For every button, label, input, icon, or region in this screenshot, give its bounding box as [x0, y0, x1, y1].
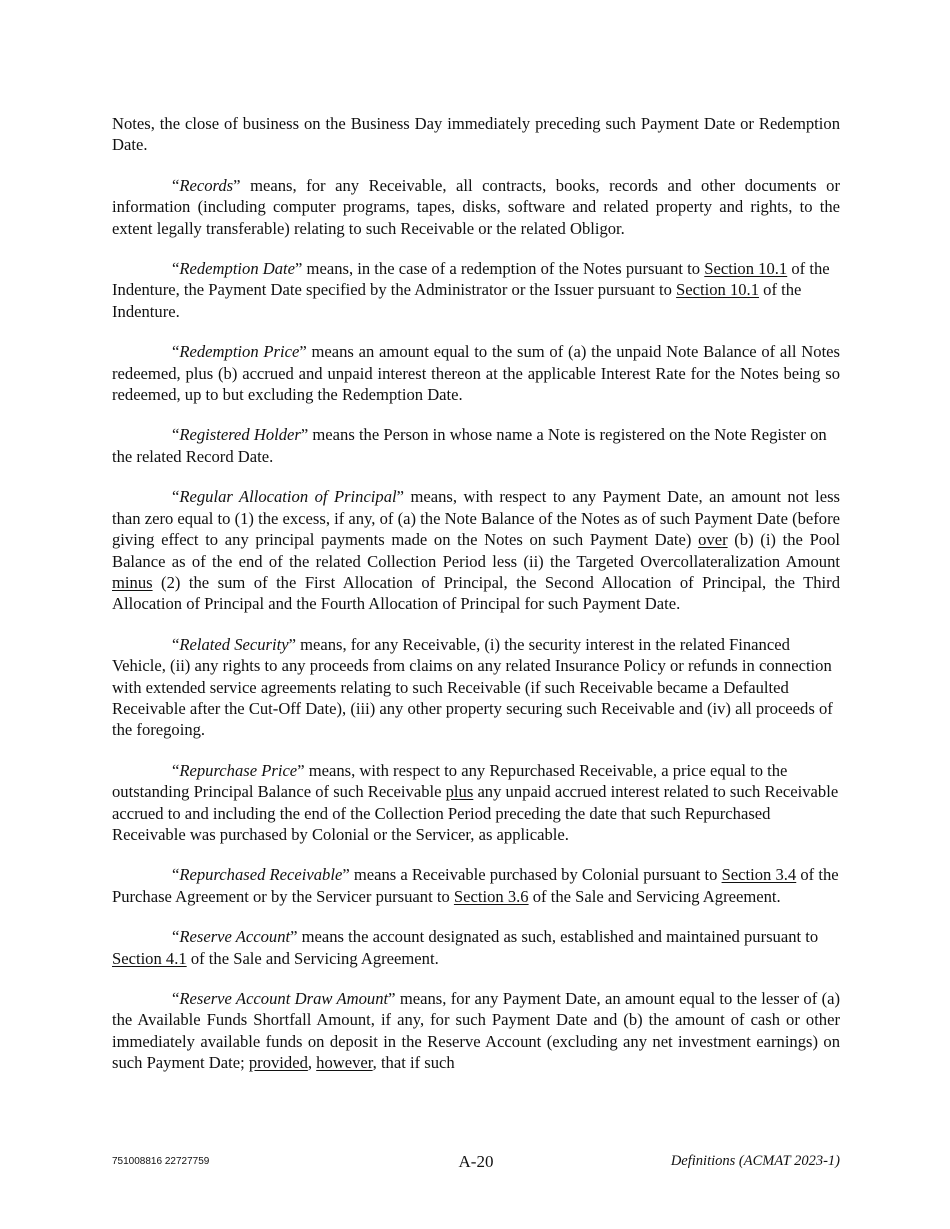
- definition-text: ” means, with respect to any Repurchased Receivable, a price equal to the outstanding Principal Balance of such Receivable: [112, 760, 788, 802]
- definition-text: of the Indenture, the Payment Date specified by the Administrator or the Issuer pursuant to: [112, 259, 830, 300]
- definition-text: of the Sale and Servicing Agreement.: [186, 948, 439, 968]
- defined-term: Reserve Account Draw Amount: [179, 989, 389, 1008]
- definition-repurchase-price: “Repurchase Price” means, with respect to any Repurchased Receivable, a price equal to the outstanding Principal Balance of such Receivable plus any unpaid accrued interest related to such Receivable accrued to and including the end of the Collection Period preceding the date that such Repurchased Receivable was purchased by Colonial or the Servicer, as applicable.: [112, 760, 839, 844]
- defined-term: Records: [179, 175, 234, 195]
- document-id: 751008816 22727759: [112, 1156, 210, 1167]
- footer-title: Definitions (ACMAT 2023-1): [670, 1153, 840, 1169]
- definition-text: ” means a Receivable purchased by Colonial pursuant to: [342, 865, 722, 885]
- definition-text: (2) the sum of the First Allocation of Principal, the Second Allocation of Principal, the Third Allocation of Principal and the Fourth Allocation of Principal for such Payment Date.: [112, 572, 840, 614]
- underlined-word: plus: [445, 782, 474, 802]
- definition-text: ” means the Person in whose name a Note is registered on the Note Register on the related Record Date.: [112, 425, 827, 466]
- definition-text: of the Indenture.: [112, 280, 802, 321]
- defined-term: Redemption Date: [179, 259, 296, 279]
- definition-registered-holder: “Registered Holder” means the Person in whose name a Note is registered on the Note Register on the related Record Date.: [112, 425, 827, 466]
- definition-text: any unpaid accrued interest related to such Receivable accrued to and including the end of the Collection Period preceding the date that such Repurchased Receivable was purchased by Colonial or the Servicer, as applicable.: [112, 782, 839, 844]
- definition-text: ” means the account designated as such, established and maintained pursuant to: [290, 927, 819, 947]
- definition-text: ” means, for any Payment Date, an amount equal to the lesser of (a) the Available Funds Shortfall Amount, if any, for such Payment Date and (b) the amount of cash or other immediately available funds on deposit in the Reserve Account (excluding any net investment earnings) on such Payment Date;: [112, 989, 840, 1073]
- section-reference: Section 4.1: [112, 948, 187, 968]
- document-body: [112, 113, 840, 1093]
- definition-text: , that if such: [372, 1053, 455, 1073]
- separator: ,: [307, 1053, 317, 1073]
- defined-term: Reserve Account: [179, 927, 291, 947]
- underlined-word: provided: [248, 1053, 308, 1073]
- underlined-word: however: [316, 1053, 373, 1073]
- section-reference: Section 10.1: [704, 259, 788, 279]
- definition-records: “Records” means, for any Receivable, all contracts, books, records and other documents or information (including computer programs, tapes, disks, software and related property and rights, to the extent legally transferable) relating to such Receivable or the related Obligor.: [112, 175, 840, 238]
- definition-redemption-date: “Redemption Date” means, in the case of a redemption of the Notes pursuant to Section 10.1 of the Indenture, the Payment Date specified by the Administrator or the Issuer pursuant to Section 10.1 of the Indenture.: [112, 259, 830, 321]
- definition-text: ” means, in the case of a redemption of the Notes pursuant to: [295, 259, 705, 279]
- definition-regular-allocation-of-principal: “Regular Allocation of Principal” means, with respect to any Payment Date, an amount not less than zero equal to (1) the excess, if any, of (a) the Note Balance of the Notes as of such Payment Date (before giving effect to any principal payments made on the Notes on such Payment Date) over (b) (i) the Pool Balance as of the end of the related Collection Period less (ii) the Targeted Overcollateralization Amount minus (2) the sum of the First Allocation of Principal, the Second Allocation of Principal, the Third Allocation of Principal and the Fourth Allocation of Principal for such Payment Date.: [112, 487, 840, 614]
- underlined-word: over: [698, 530, 728, 550]
- paragraph-continuation: [112, 113, 840, 156]
- defined-term: Regular Allocation of Principal: [179, 487, 397, 507]
- section-reference: Section 3.4: [721, 865, 797, 885]
- defined-term: Repurchase Price: [179, 760, 298, 780]
- definition-text: of the Purchase Agreement or by the Servicer pursuant to: [112, 865, 839, 906]
- definition-text: ” means, for any Receivable, all contracts, books, records and other documents or information (including computer programs, tapes, disks, software and related property and rights, to the extent legally transferable) relating to such Receivable or the related Obligor.: [112, 175, 840, 238]
- defined-term: Registered Holder: [179, 425, 301, 445]
- page-number: A-20: [458, 1152, 494, 1171]
- definition-text: ” means, for any Receivable, (i) the security interest in the related Financed Vehicle, (ii) any rights to any proceeds from claims on any related Insurance Policy or refunds in connection with extended service agreements relating to such Receivable (if such Receivable became a Defaulted Receivable after the Cut-Off Date), (iii) any other property securing such Receivable and (iv) all proceeds of the foregoing.: [112, 634, 833, 740]
- paragraph-text: Notes, the close of business on the Business Day immediately preceding such Payment Date or Redemption Date.: [112, 114, 840, 155]
- defined-term: Related Security: [179, 634, 289, 654]
- definition-related-security: “Related Security” means, for any Receivable, (i) the security interest in the related Financed Vehicle, (ii) any rights to any proceeds from claims on any related Insurance Policy or refunds in connection with extended service agreements relating to such Receivable (if such Receivable became a Defaulted Receivable after the Cut-Off Date), (iii) any other property securing such Receivable and (iv) all proceeds of the foregoing.: [112, 634, 833, 740]
- defined-term: Redemption Price: [179, 342, 300, 362]
- definition-reserve-account: “Reserve Account” means the account designated as such, established and maintained pursuant to Section 4.1 of the Sale and Servicing Agreement.: [112, 927, 819, 968]
- definition-text: of the Sale and Servicing Agreement.: [528, 886, 781, 906]
- definition-reserve-account-draw-amount: “Reserve Account Draw Amount” means, for any Payment Date, an amount equal to the lesser of (a) the Available Funds Shortfall Amount, if any, for such Payment Date and (b) the amount of cash or other immediately available funds on deposit in the Reserve Account (excluding any net investment earnings) on such Payment Date; provided, however, that if such: [112, 989, 840, 1073]
- section-reference: Section 3.6: [453, 886, 529, 906]
- page-footer: [112, 1152, 840, 1176]
- definition-text: (b) (i) the Pool Balance as of the end of the related Collection Period less (ii) the Targeted Overcollateralization Amount: [112, 530, 840, 571]
- defined-term: Repurchased Receivable: [179, 865, 343, 885]
- definition-text: ” means, with respect to any Payment Date, an amount not less than zero equal to (1) the excess, if any, of (a) the Note Balance of the Notes as of such Payment Date (before giving effect to any principal payments made on the Notes on such Payment Date): [112, 487, 840, 550]
- definition-repurchased-receivable: “Repurchased Receivable” means a Receivable purchased by Colonial pursuant to Section 3.4 of the Purchase Agreement or by the Servicer pursuant to Section 3.6 of the Sale and Servicing Agreement.: [112, 865, 839, 906]
- section-reference: Section 10.1: [676, 280, 760, 300]
- underlined-word: minus: [112, 572, 153, 592]
- definition-redemption-price: “Redemption Price” means an amount equal to the sum of (a) the unpaid Note Balance of all Notes redeemed, plus (b) accrued and unpaid interest thereon at the applicable Interest Rate for the Notes being so redeemed, up to but excluding the Redemption Date.: [112, 342, 840, 405]
- definition-text: ” means an amount equal to the sum of (a) the unpaid Note Balance of all Notes redeemed, plus (b) accrued and unpaid interest thereon at the applicable Interest Rate for the Notes being so redeemed, up to but excluding the Redemption Date.: [112, 342, 840, 405]
